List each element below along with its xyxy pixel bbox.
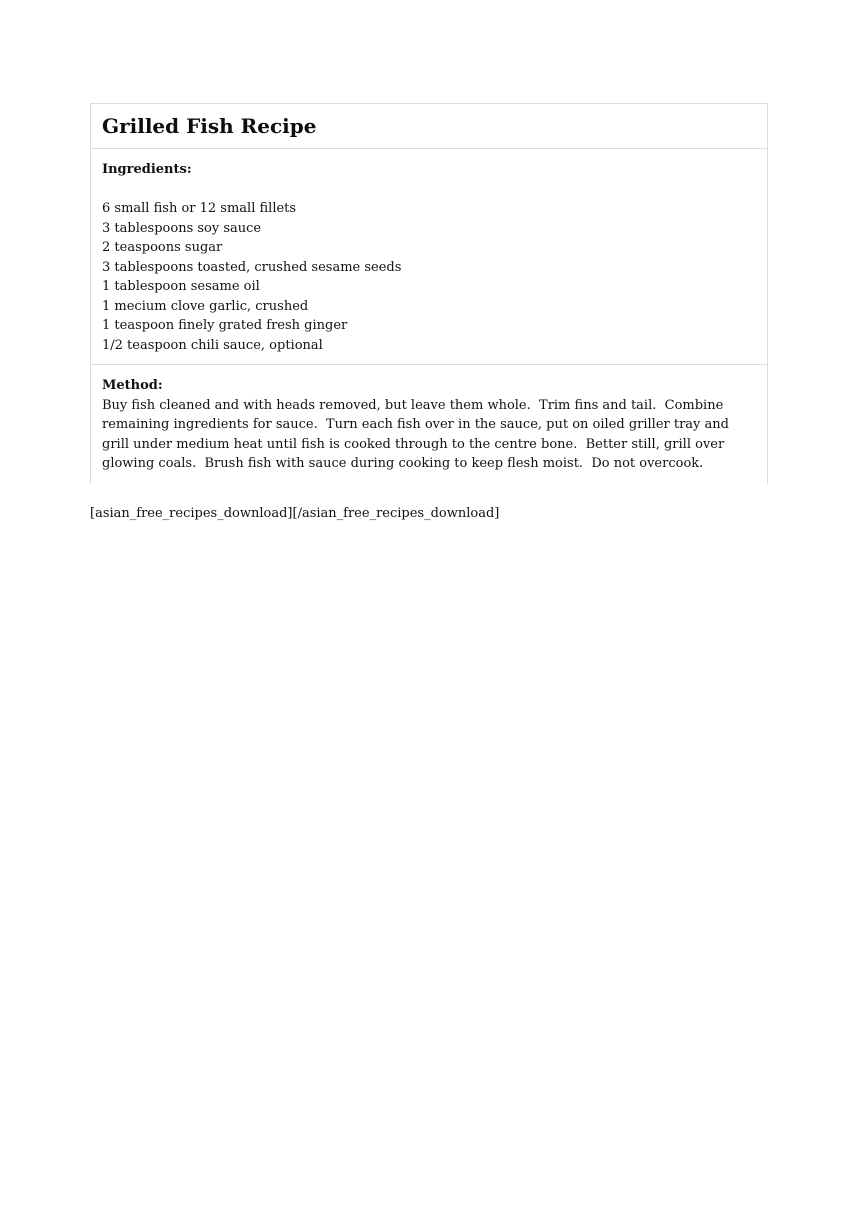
recipe-title-row xyxy=(91,104,767,149)
ingredient-item: 6 small fish or 12 small fillets xyxy=(102,201,297,216)
ingredient-item: 3 tablespoons soy sauce xyxy=(102,220,262,236)
ingredient-item: 1 tablespoon sesame oil xyxy=(102,279,260,294)
method-section xyxy=(91,365,767,474)
ingredient-item: 2 teaspoons sugar xyxy=(102,240,223,255)
ingredient-item: 1/2 teaspoon chili sauce, optional xyxy=(102,337,323,353)
method-text: Buy fish cleaned and with heads removed, but leave them whole. Trim fins and tail. Combine remaining ingredients for sauce. Turn each fish over in the sauce, put on oiled griller tray and grill under medium heat until fish is cooked through to the centre bone. Better still, grill over glowing coals. Brush fish with sauce during cooking to keep flesh moist. Do not overcook. xyxy=(102,397,734,471)
ingredient-list xyxy=(102,199,756,355)
ingredients-heading: Ingredients: xyxy=(102,162,192,177)
download-shortcode-text: [asian_free_recipes_download][/asian_free_recipes_download] xyxy=(90,506,500,521)
ingredients-section xyxy=(91,149,767,365)
recipe-card xyxy=(90,103,768,484)
ingredient-item: 3 tablespoons toasted, crushed sesame seeds xyxy=(102,259,402,275)
recipe-title: Grilled Fish Recipe xyxy=(102,114,317,138)
method-heading: Method: xyxy=(102,378,163,393)
ingredient-item: 1 mecium clove garlic, crushed xyxy=(102,298,309,314)
ingredient-item: 1 teaspoon finely grated fresh ginger xyxy=(102,318,348,333)
